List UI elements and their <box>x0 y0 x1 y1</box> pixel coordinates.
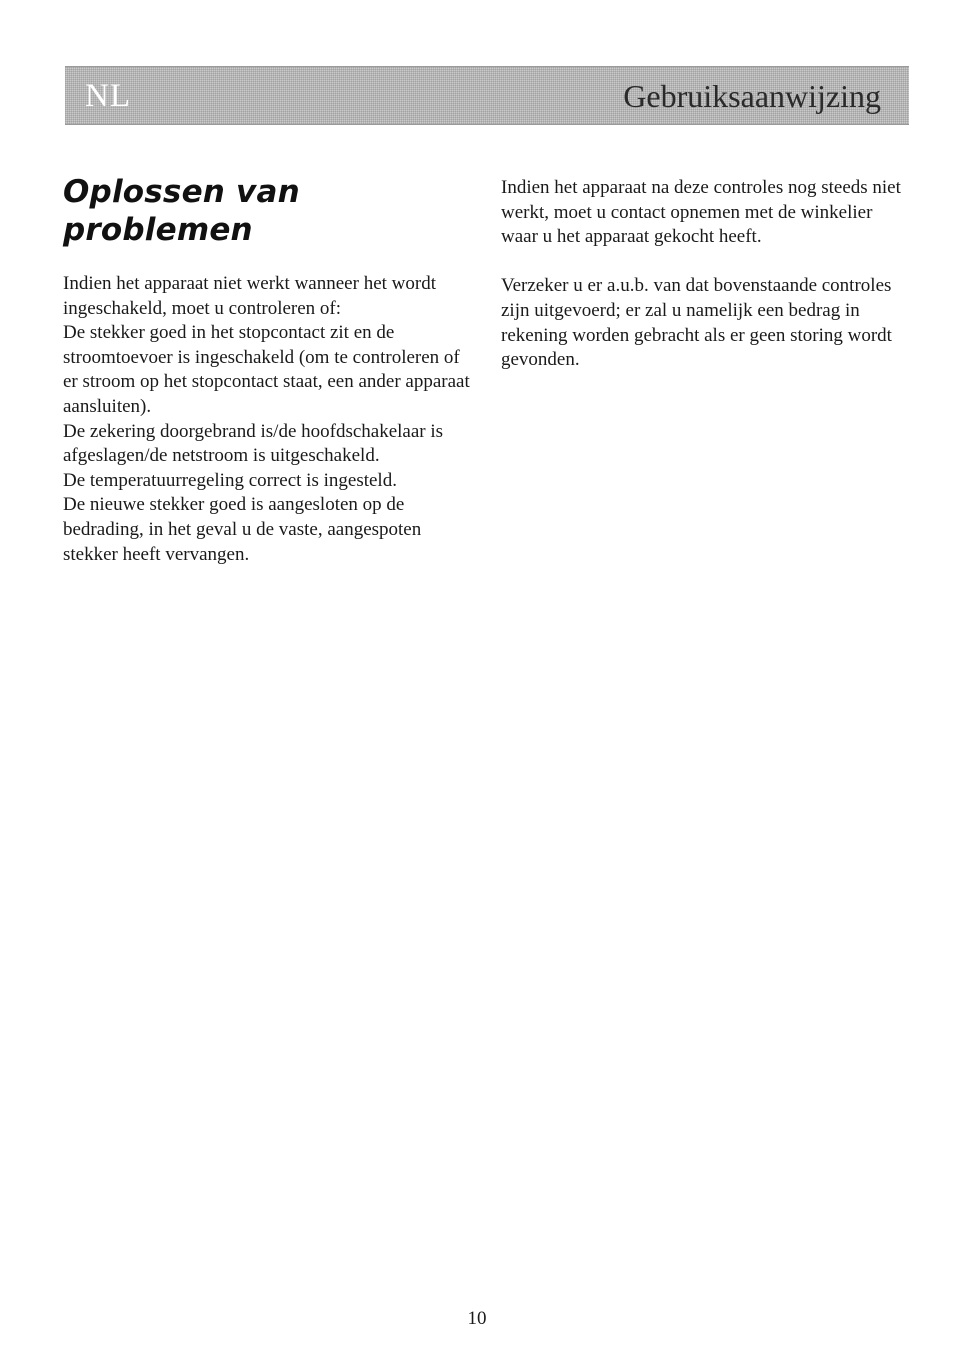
charge-notice-paragraph: Verzeker u er a.u.b. van dat bovenstaande controles zijn uitgevoerd; er zal u namelijk een bedrag in rekening worden gebracht als er geen storing wordt gevonden. <box>501 275 892 371</box>
check-item-fuse: De zekering doorgebrand is/de hoofdschakelaar is afgeslagen/de netstroom is uitgeschakeld. <box>63 420 444 467</box>
language-code: NL <box>85 78 131 114</box>
header-bar <box>65 66 909 125</box>
section-title: Oplossen van problemen <box>63 174 300 248</box>
document-title: Gebruiksaanwijzing <box>623 78 881 114</box>
intro-paragraph: Indien het apparaat niet werkt wanneer het wordt ingeschakeld, moet u controleren of: <box>63 273 436 319</box>
right-column <box>501 176 913 373</box>
check-item-plug: De stekker goed in het stopcontact zit en de stroomtoevoer is ingeschakeld (om te controleren of er stroom op het stopcontact staat, een ander apparaat aansluiten). <box>63 322 470 417</box>
contact-dealer-paragraph: Indien het apparaat na deze controles nog steeds niet werkt, moet u contact opnemen met de winkelier waar u het apparaat gekocht heeft. <box>501 177 901 248</box>
check-item-new-plug: De nieuwe stekker goed is aangesloten op de bedrading, in het geval u de vaste, aangespoten stekker heeft vervangen. <box>63 494 422 565</box>
page-number: 10 <box>467 1308 487 1329</box>
check-item-temperature: De temperatuurregeling correct is ingesteld. <box>63 469 397 491</box>
left-column <box>63 272 478 567</box>
